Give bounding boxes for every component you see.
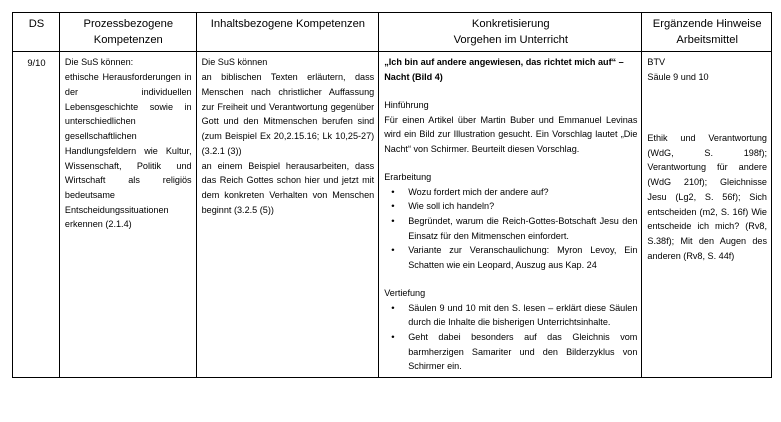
list-item: • Wie soll ich handeln? <box>408 199 637 214</box>
hinweise-lower-text: Ethik und Verantwortung (WdG, S. 198f); Verantwortung für andere (WdG 210f); Gleichnisse Jesu (Lg2, S. 56f); Sich entscheiden (m2, S. 16f) Wie entscheide ich mich? (Rv8, S.38f); Mit den Augen des anderen (Rv8, S. 44f) <box>647 132 767 261</box>
cell-ds <box>13 52 60 378</box>
column-header-ergaenzende-hinweise <box>642 13 772 52</box>
prozess-intro: Die SuS können: <box>64 57 134 68</box>
vertiefung-heading: Vertiefung <box>384 287 426 298</box>
cell-ergaenzende-hinweise <box>642 52 772 378</box>
hinweise-top-line2: Säule 9 und 10 <box>647 72 709 83</box>
hinfuehrung-heading: Hinführung <box>384 99 429 110</box>
inhalt-item-1: an biblischen Texten erläutern, dass Menschen nach christlicher Auffassung zur Freiheit und Verantwortung gegenüber Gott und den Mitmenschen berufen sind (zum Beispiel Ex 20,2.15.16; Lk 10,25-27) (3.2.1 (3)) <box>201 72 375 156</box>
table-body <box>13 52 772 378</box>
list-item: • Wozu fordert mich der andere auf? <box>408 185 637 200</box>
list-item: • Geht dabei besonders auf das Gleichnis vom barmherzigen Samariter und den Bilderzyklus von Schirmer ein. <box>408 330 637 374</box>
column-header-ergaenzend-line2: Arbeitsmittel <box>676 34 738 47</box>
column-header-prozessbezogene-kompetenzen <box>59 13 196 52</box>
spacer-after-title <box>384 85 637 98</box>
cell-prozessbezogene-kompetenzen <box>59 52 196 378</box>
column-header-konkret-line2: Vorgehen im Unterricht <box>453 34 568 47</box>
column-header-prozess-line1: Prozessbezogene <box>83 18 174 30</box>
column-header-konkret-line1: Konkretisierung <box>471 18 550 30</box>
column-header-ergaenzend-line1: Ergänzende Hinweise <box>652 18 762 30</box>
column-header-konkretisierung <box>379 13 642 52</box>
cell-konkretisierung <box>379 52 642 378</box>
spacer-after-hinfuehrung <box>384 157 637 170</box>
column-header-inhaltsbezogene-kompetenzen <box>196 13 379 52</box>
column-header-ds-line1: DS <box>28 18 45 30</box>
cell-inhaltsbezogene-kompetenzen <box>196 52 379 378</box>
table-row <box>13 52 772 378</box>
erarbeitung-heading: Erarbeitung <box>384 171 432 182</box>
list-item: • Begründet, warum die Reich-Gottes-Botschaft Jesu den Einsatz für den Mitmenschen einfordert. <box>408 214 637 243</box>
inhalt-intro: Die SuS können <box>201 57 268 68</box>
hinfuehrung-text: Für einen Artikel über Martin Buber und Emmanuel Levinas wird ein Bild zur Illustration gesucht. Ein Vorschlag lautet „Die Nacht“ von Schirmer. Beurteilt diesen Vorschlag. <box>384 114 638 155</box>
column-header-inhalt-line1: Inhaltsbezogene Kompetenzen <box>210 18 366 30</box>
table-header <box>13 13 772 52</box>
prozess-body: ethische Herausforderungen in der individuellen Lebensgeschichte sowie in unterschiedlichen gesellschaftlichen Handlungsfeldern wie Kultur, Wissenschaft, Politik und Wirtschaft als religiös bedeutsame Entscheidungssituationen erkennen (2.1.4) <box>64 72 192 230</box>
hinweise-top-line1: BTV <box>647 57 666 68</box>
inhalt-item-2: an einem Beispiel herausarbeiten, dass das Reich Gottes schon hier und jetzt mit dem konkreten Verhalten von Menschen beginnt (3.2.5 (5)) <box>201 160 375 215</box>
column-header-prozess-line2: Kompetenzen <box>93 34 163 47</box>
spacer-before-lower-hinweise <box>647 85 767 131</box>
list-item: • Säulen 9 und 10 mit den S. lesen – erklärt diese Säulen durch die Inhalte die bisherigen Unterrichtsinhalte. <box>408 301 637 330</box>
ds-value: 9/10 <box>27 57 46 69</box>
erarbeitung-bullet-list <box>384 185 637 273</box>
table-header-row <box>13 13 772 52</box>
konkretisierung-title-line2: Nacht (Bild 4) <box>384 72 443 83</box>
curriculum-table <box>12 12 772 378</box>
spacer-after-erarbeitung <box>384 273 637 286</box>
vertiefung-bullet-list <box>384 301 637 375</box>
list-item: • Variante zur Veranschaulichung: Myron Levoy, Ein Schatten wie ein Leopard, Auszug aus Kap. 24 <box>408 243 637 272</box>
column-header-ds <box>13 13 60 52</box>
konkretisierung-title-line1: „Ich bin auf andere angewiesen, das richtet mich auf“ – <box>384 57 624 68</box>
